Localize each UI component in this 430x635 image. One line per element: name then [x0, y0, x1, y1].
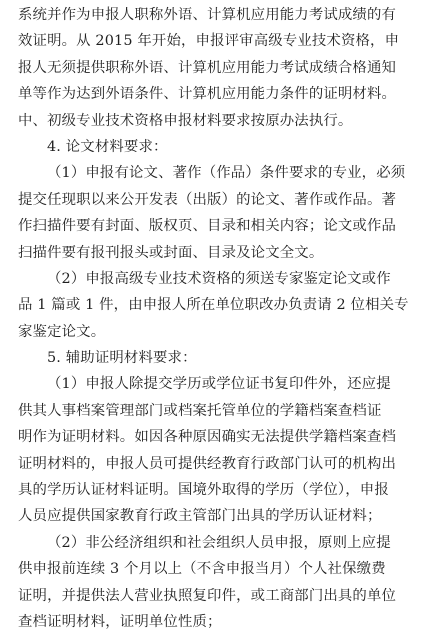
text-line: 明作为证明材料。如因各种原因确实无法提供学籍档案查档 [18, 429, 397, 446]
text-line: 供其人事档案管理部门或档案托管单位的学籍档案查档证 [18, 402, 382, 419]
text-line: （1）申报有论文、著作（作品）条件要求的专业，必须 [47, 165, 406, 182]
text-line: 证明，并提供法人营业执照复印件，或工商部门出具的单位 [18, 587, 397, 604]
text-line: 证明材料的，申报人员可提供经教育行政部门认可的机构出 [18, 455, 397, 472]
text-line: （2）非公经济组织和社会组织人员申报，原则上应提 [47, 534, 391, 551]
text-line: 中、初级专业技术资格申报材料要求按原办法执行。 [18, 112, 353, 129]
text-line: （1）申报人除提交学历或学位证书复印件外，还应提 [47, 376, 391, 393]
section-heading-4: 4. 论文材料要求： [47, 138, 168, 155]
text-line: 报人无须提供职称外语、计算机应用能力考试成绩合格通知 [18, 59, 397, 76]
text-line: 人员应提供国家教育行政主管部门出具的学历认证材料； [18, 508, 382, 525]
text-line: 提交任现职以来公开发表（出版）的论文、著作或作品。著 [18, 191, 397, 208]
text-line: 系统并作为申报人职称外语、计算机应用能力考试成绩的有 [18, 7, 397, 23]
text-line: 具的学历认证材料证明。国境外取得的学历（学位），申报 [18, 482, 389, 499]
text-line: （2）申报高级专业技术资格的须送专家鉴定论文或作 [47, 270, 391, 287]
text-line: 扫描件要有报刊报头或封面、目录及论文全文。 [18, 244, 324, 261]
text-line: 查档证明材料，证明单位性质； [18, 613, 222, 630]
text-line: 供申报前连续 3 个月以上（不含申报当月）个人社保缴费 [18, 561, 386, 578]
text-line: 效证明。从 2015 年开始，申报评审高级专业技术资格，申 [18, 33, 400, 50]
section-heading-5: 5. 辅助证明材料要求： [47, 350, 197, 367]
text-line: 作扫描件要有封面、版权页、目录和相关内容；论文或作品 [18, 218, 397, 235]
text-line: 家鉴定论文。 [18, 323, 106, 340]
text-line: 单等作为达到外语条件、计算机应用能力条件的证明材料。 [18, 86, 397, 103]
text-line: 品 1 篇或 1 件，由申报人所在单位职改办负责请 2 位相关专 [18, 297, 409, 314]
